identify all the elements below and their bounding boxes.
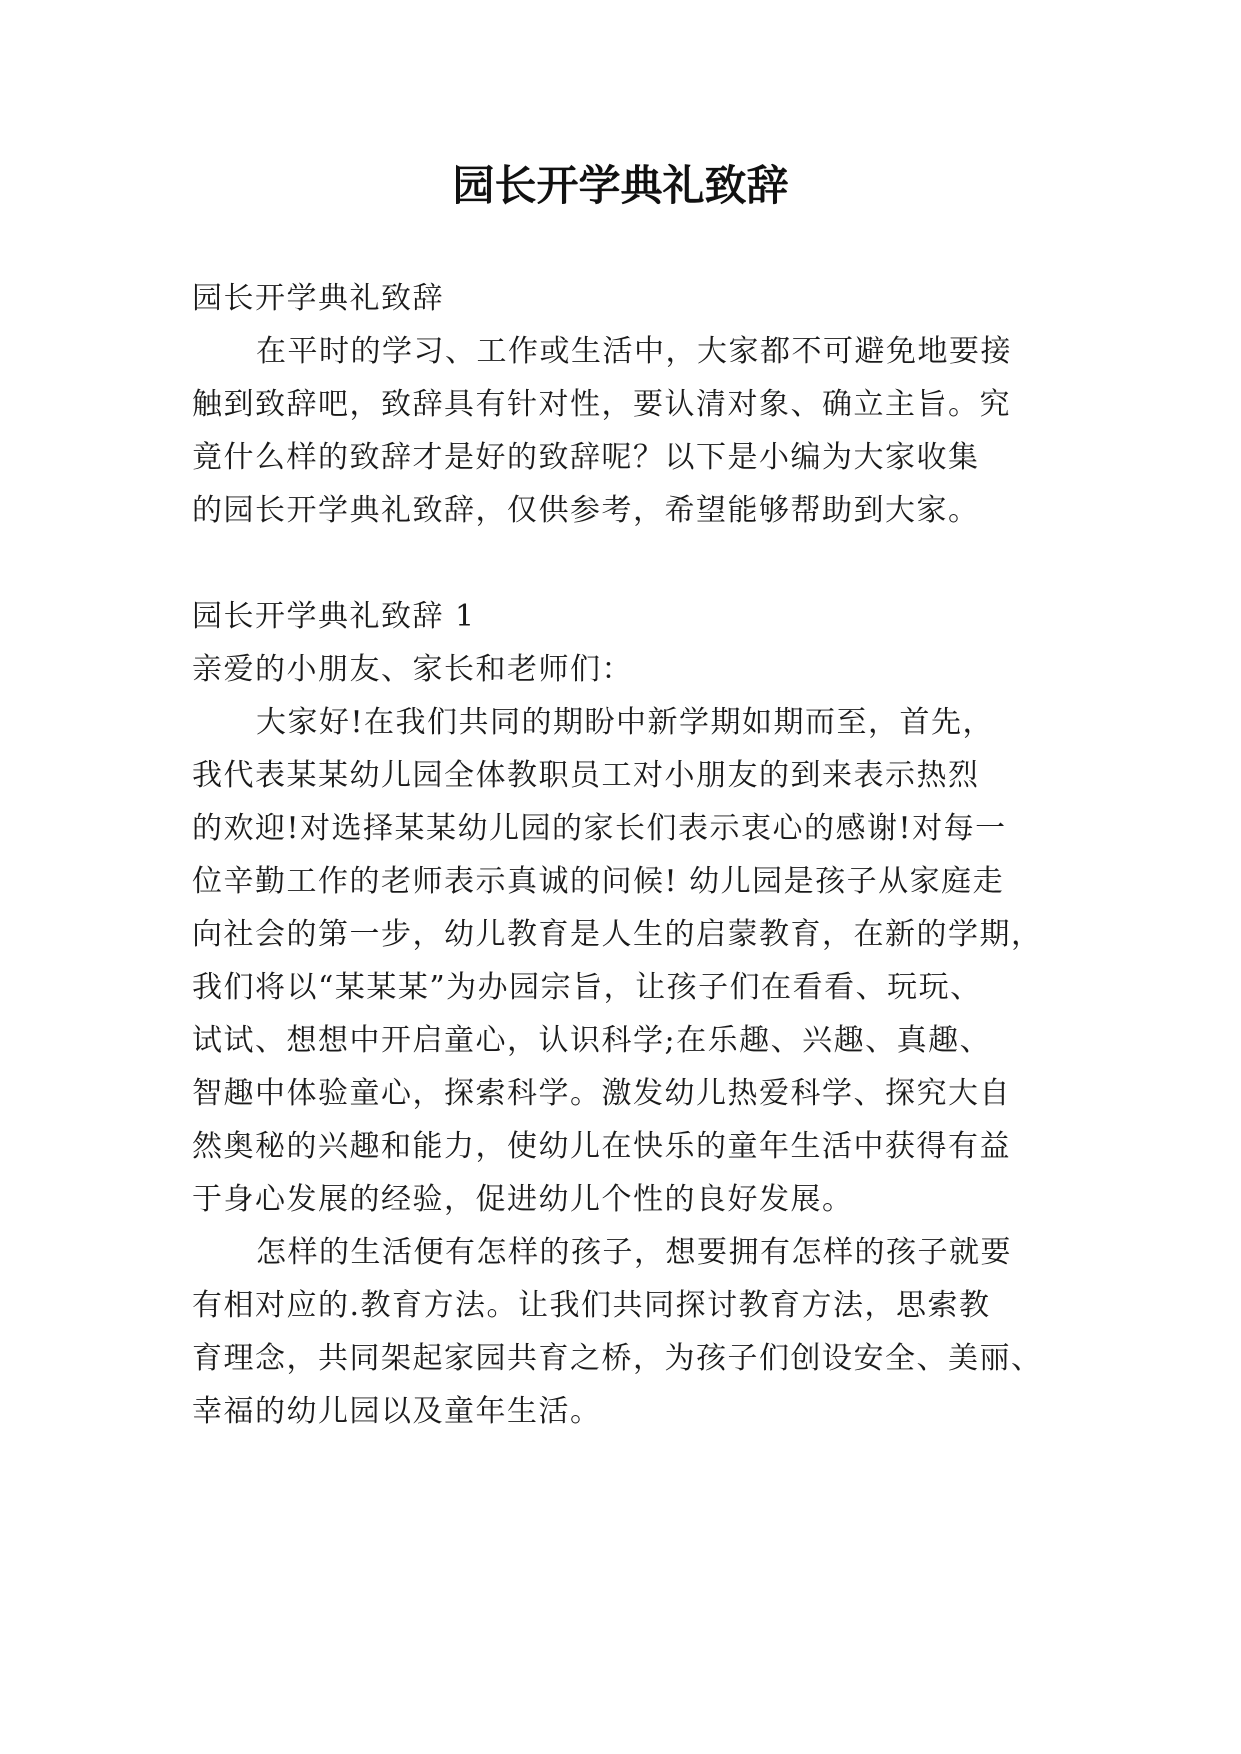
paragraph-line: 的欢迎!对选择某某幼儿园的家长们表示衷心的感谢!对每一 (192, 811, 1007, 846)
paragraph-line: 怎样的生活便有怎样的孩子，想要拥有怎样的孩子就要 (256, 1235, 1012, 1270)
paragraph-line: 位辛勤工作的老师表示真诚的问候! 幼儿园是孩子从家庭走 (192, 864, 1005, 899)
intro-line: 竟什么样的致辞才是好的致辞呢？以下是小编为大家收集 (192, 440, 980, 475)
paragraph-line: 智趣中体验童心，探索科学。激发幼儿热爱科学、探究大自 (192, 1076, 1011, 1111)
intro-line: 的园长开学典礼致辞，仅供参考，希望能够帮助到大家。 (192, 493, 980, 528)
section-heading: 园长开学典礼致辞 1 (192, 599, 476, 634)
paragraph-gap (192, 537, 1054, 590)
paragraph-line: 大家好!在我们共同的期盼中新学期如期而至，首先， (256, 705, 995, 740)
intro-line: 在平时的学习、工作或生活中，大家都不可避免地要接 (256, 334, 1012, 369)
speech-paragraph-1 (192, 696, 1054, 1226)
document-body (192, 272, 1054, 1438)
speech-paragraph-2 (192, 1226, 1054, 1438)
paragraph-line: 向社会的第一步，幼儿教育是人生的启蒙教育，在新的学期， (192, 917, 1043, 952)
document-title: 园长开学典礼致辞 (452, 161, 789, 210)
paragraph-line: 我们将以“某某某”为办园宗旨，让孩子们在看看、玩玩、 (192, 970, 982, 1005)
paragraph-line: 我代表某某幼儿园全体教职员工对小朋友的到来表示热烈 (192, 758, 980, 793)
paragraph-line: 然奥秘的兴趣和能力，使幼儿在快乐的童年生活中获得有益 (192, 1129, 1011, 1164)
paragraph-line: 幸福的幼儿园以及童年生活。 (192, 1394, 602, 1429)
paragraph-line: 试试、想想中开启童心，认识科学;在乐趣、兴趣、真趣、 (192, 1023, 992, 1058)
paragraph-line: 于身心发展的经验，促进幼儿个性的良好发展。 (192, 1182, 854, 1217)
intro-paragraph (192, 325, 1054, 537)
paragraph-line: 有相对应的.教育方法。让我们共同探讨教育方法，思索教 (192, 1288, 991, 1323)
intro-line: 触到致辞吧，致辞具有针对性，要认清对象、确立主旨。究 (192, 387, 1011, 422)
salutation: 亲爱的小朋友、家长和老师们： (192, 652, 633, 687)
document-subtitle: 园长开学典礼致辞 (192, 281, 444, 316)
paragraph-line: 育理念，共同架起家园共育之桥，为孩子们创设安全、美丽、 (192, 1341, 1043, 1376)
